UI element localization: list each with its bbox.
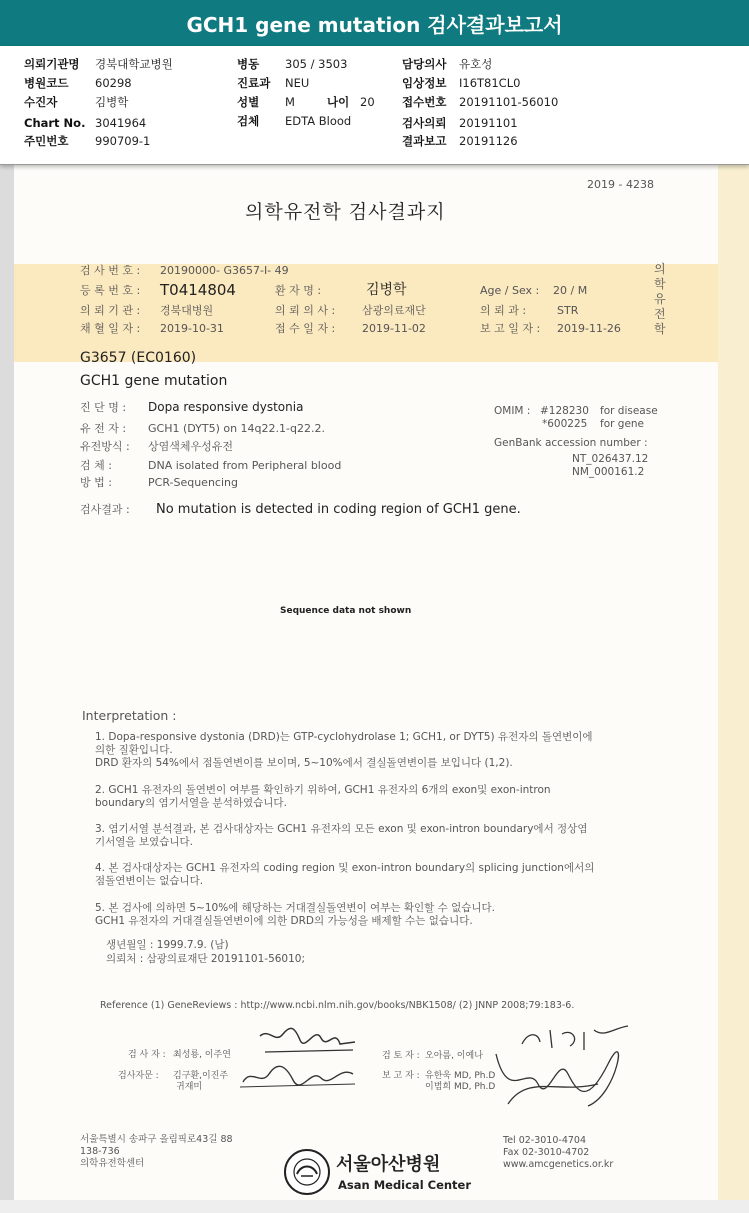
interp-line: 4. 본 검사대상자는 GCH1 유전자의 coding region 및 exon-intron boundary의 splicing junction에서의 xyxy=(95,862,595,874)
value-patient: 김병학 xyxy=(95,95,129,109)
label-clinical-info: 임상정보 xyxy=(402,76,447,90)
label-resident-no: 주민번호 xyxy=(24,134,69,148)
date-of-birth: 생년월일 : 1999.7.9. (남) xyxy=(106,939,229,951)
age-sex-label: Age / Sex : xyxy=(480,284,540,297)
interp-line: 2. GCH1 유전자의 돌연변이 여부를 확인하기 위하여, GCH1 유전자의 6개의 exon및 exon-intron xyxy=(95,784,551,796)
interp-line: 5. 본 검사에 의하면 5~10%에 해당하는 거대결실돌연변이 여부는 확인할 수 없습니다. xyxy=(95,902,495,914)
report-date-label: 보 고 일 자 : xyxy=(480,322,541,335)
label-dept: 진료과 xyxy=(237,76,271,90)
omim-gene-for: for gene xyxy=(600,418,645,430)
inherit: 상염색체우성유전 xyxy=(148,440,234,453)
label-accession-no: 접수번호 xyxy=(402,95,447,109)
reference: Reference (1) GeneReviews : http://www.ncbi.nlm.nih.gov/books/NBK1508/ (2) JNNP 2008;79:183-6. xyxy=(100,1000,575,1011)
asan-foundation-seal-icon xyxy=(283,1148,331,1196)
interp-line: 기서열을 보였습니다. xyxy=(95,836,193,848)
value-request-date: 20191101 xyxy=(459,116,518,130)
scan-left-margin xyxy=(0,164,14,1200)
reporter-label: 보 고 자 : xyxy=(382,1071,420,1081)
fax: Fax 02-3010-4702 xyxy=(503,1147,590,1158)
reporter-signature xyxy=(488,1044,628,1114)
interp-line: 1. Dopa-responsive dystonia (DRD)는 GTP-cyclohydrolase 1; GCH1, or DYT5) 유전자의 돌연변이에 xyxy=(95,731,593,743)
report-doc-title: 의학유전학 검사결과지 xyxy=(245,201,446,223)
interp-line: 점돌연변이는 없습니다. xyxy=(95,875,204,887)
value-report-date: 20191126 xyxy=(459,134,518,148)
patient-name: 김병학 xyxy=(366,282,407,298)
reg-no: T0414804 xyxy=(160,281,236,299)
exam-no: 20190000- G3657-I- 49 xyxy=(160,264,289,277)
advisor-signature xyxy=(235,1062,360,1092)
value-accession-no: 20191101-56010 xyxy=(459,95,559,109)
label-institution: 의뢰기관명 xyxy=(24,57,80,71)
tester-signature xyxy=(255,1024,365,1060)
report-year-no: 2019 - 4238 xyxy=(587,178,654,191)
referrer: 의뢰처 : 삼광의료재단 20191101-56010; xyxy=(106,953,306,965)
scanned-report xyxy=(0,164,749,1200)
patient-info-header xyxy=(0,46,749,165)
genbank-1: NT_026437.12 xyxy=(572,453,649,465)
doctor-label: 의 뢰 의 사 : xyxy=(275,304,336,317)
value-chart-no: 3041964 xyxy=(95,116,147,130)
reviewer-label: 검 토 자 : xyxy=(382,1051,420,1061)
interp-line: DRD 환자의 54%에서 점돌연변이를 보이며, 5~10%에서 결실돌연변이를 보입니다 (1,2). xyxy=(95,757,513,769)
diag: Dopa responsive dystonia xyxy=(148,400,304,414)
collect-date: 2019-10-31 xyxy=(160,322,224,335)
collect-label: 채 혈 일 자 : xyxy=(80,322,141,335)
inherit-label: 유전방식 : xyxy=(80,440,130,453)
omim-gene: *600225 xyxy=(542,418,588,430)
reporter-2: 이범희 MD, Ph.D xyxy=(425,1082,496,1092)
advisor-2: 귀재미 xyxy=(176,1082,203,1092)
inst-label: 의 뢰 기 관 : xyxy=(80,304,141,317)
address-line-3: 의학유전학센터 xyxy=(80,1158,145,1169)
tester-label: 검 사 자 : xyxy=(128,1050,166,1060)
value-specimen: EDTA Blood xyxy=(285,114,352,128)
omim-label: OMIM : xyxy=(494,405,531,417)
test-name: GCH1 gene mutation xyxy=(80,373,228,389)
doctor: 삼광의료재단 xyxy=(362,304,426,317)
label-physician: 담당의사 xyxy=(402,57,447,71)
value-institution: 경북대학교병원 xyxy=(95,57,173,71)
dept: STR xyxy=(557,304,579,317)
method-label: 방 법 : xyxy=(80,476,112,489)
result-label: 검사결과 : xyxy=(80,503,130,516)
interp-line: 의한 질환입니다. xyxy=(95,744,173,756)
value-dept: NEU xyxy=(285,76,310,90)
label-sex: 성별 xyxy=(237,95,260,109)
method: PCR-Sequencing xyxy=(148,476,238,489)
tester: 최성룡, 이주연 xyxy=(173,1050,231,1060)
diag-label: 진 단 명 : xyxy=(80,401,127,414)
report-title: GCH1 gene mutation 검사결과보고서 xyxy=(186,12,563,37)
value-resident-no: 990709-1 xyxy=(95,134,151,148)
inst: 경북대병원 xyxy=(160,304,214,317)
report-date: 2019-11-26 xyxy=(557,322,621,335)
age-sex: 20 / M xyxy=(553,284,588,297)
omim-disease: #128230 xyxy=(540,405,589,417)
patient-label: 환 자 명 : xyxy=(275,284,322,297)
value-clinical-info: I16T81CL0 xyxy=(459,76,521,90)
interp-line: GCH1 유전자의 거대결실돌연변이에 의한 DRD의 가능성을 배제할 수는 없습니다. xyxy=(95,915,473,927)
advisor-label: 검사자문 : xyxy=(118,1071,159,1081)
advisor-1: 김구환,이진주 xyxy=(173,1071,229,1081)
receive-label: 접 수 일 자 : xyxy=(275,322,336,335)
interpretation-title: Interpretation : xyxy=(82,708,177,723)
label-patient: 수진자 xyxy=(24,95,58,109)
sequence-note: Sequence data not shown xyxy=(280,606,412,616)
genbank-label: GenBank accession number : xyxy=(494,437,648,449)
label-age: 나이 xyxy=(327,95,350,109)
genbank-2: NM_000161.2 xyxy=(572,466,645,478)
receive-date: 2019-11-02 xyxy=(362,322,426,335)
label-report-date: 결과보고 xyxy=(402,134,447,148)
value-sex: M xyxy=(285,95,295,109)
label-chart-no: Chart No. xyxy=(24,116,86,130)
tel: Tel 02-3010-4704 xyxy=(503,1135,586,1146)
label-ward: 병동 xyxy=(237,57,260,71)
interp-line: boundary의 염기서열을 분석하였습니다. xyxy=(95,797,287,809)
address-line-1: 서울특별시 송파구 올림픽로43길 88 xyxy=(80,1134,233,1145)
value-hospital-code: 60298 xyxy=(95,76,132,90)
specimen-label: 검 체 : xyxy=(80,459,112,472)
address-line-2: 138-736 xyxy=(80,1146,120,1157)
value-ward: 305 / 3503 xyxy=(285,57,348,71)
label-specimen: 검체 xyxy=(237,114,260,128)
reg-no-label: 등 록 번 호 : xyxy=(80,284,141,297)
gene: GCH1 (DYT5) on 14q22.1-q22.2. xyxy=(148,422,325,435)
omim-disease-for: for disease xyxy=(600,405,658,417)
hospital-name-en: Asan Medical Center xyxy=(338,1178,472,1192)
specimen: DNA isolated from Peripheral blood xyxy=(148,459,342,472)
website: www.amcgenetics.or.kr xyxy=(503,1159,614,1170)
report-title-bar xyxy=(0,0,749,46)
value-age: 20 xyxy=(360,95,375,109)
label-hospital-code: 병원코드 xyxy=(24,76,69,90)
exam-no-label: 검 사 번 호 : xyxy=(80,264,141,277)
result-text: No mutation is detected in coding region of GCH1 gene. xyxy=(156,502,521,517)
scan-bottom-edge xyxy=(0,1200,749,1213)
reporter-1: 유한욱 MD, Ph.D xyxy=(425,1071,496,1081)
scan-right-margin xyxy=(718,164,749,1200)
hospital-name-kr: 서울아산병원 xyxy=(336,1154,441,1175)
reviewer: 오아름, 이예나 xyxy=(425,1051,483,1061)
interp-line: 3. 염기서열 분석결과, 본 검사대상자는 GCH1 유전자의 모든 exon 및 exon-intron boundary에서 정상염 xyxy=(95,823,588,835)
dept-label: 의 뢰 과 : xyxy=(480,304,527,317)
gene-label: 유 전 자 : xyxy=(80,422,127,435)
value-physician: 유호성 xyxy=(459,57,493,71)
test-code: G3657 (EC0160) xyxy=(80,350,197,366)
side-label: 의학유전학 xyxy=(654,262,666,336)
label-request-date: 검사의뢰 xyxy=(402,116,447,130)
